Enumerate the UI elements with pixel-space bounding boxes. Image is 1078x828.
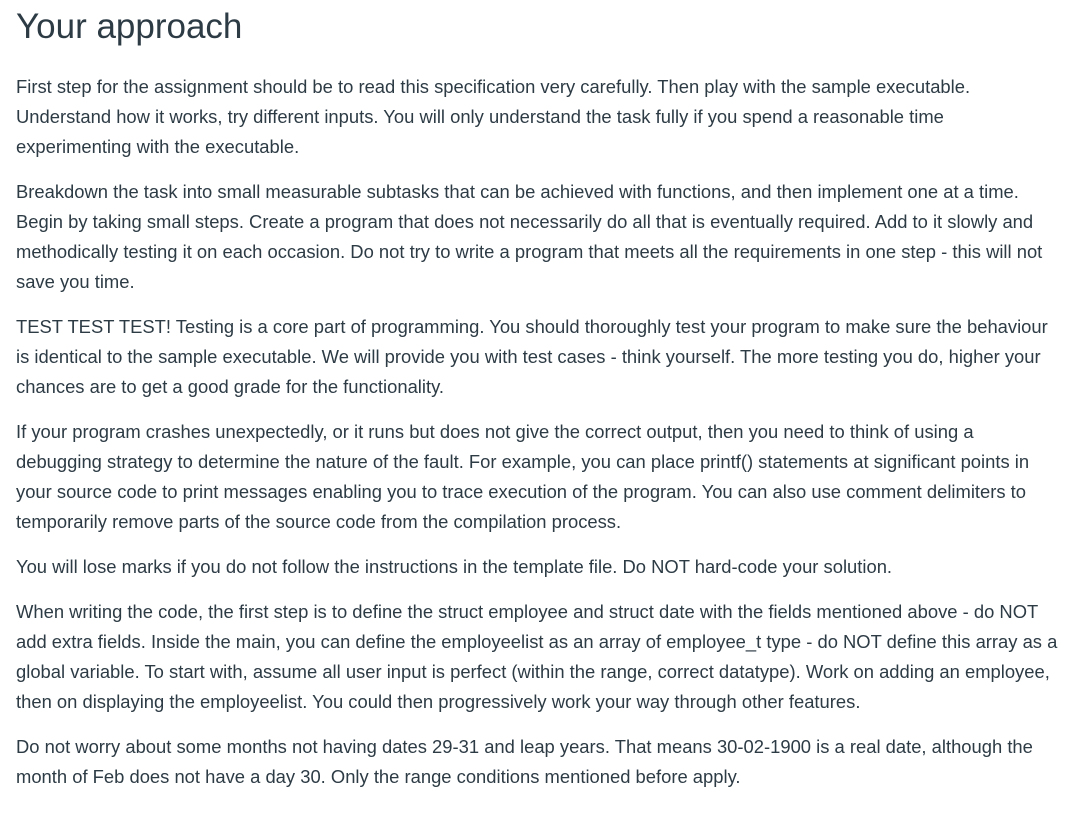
paragraph-dates: Do not worry about some months not having dates 29-31 and leap years. That means 30-02-1900 is a real date, although the month of Feb does not have a day 30. Only the range conditions mentioned before apply.	[16, 736, 1033, 787]
paragraph-first-step: First step for the assignment should be to read this specification very carefully. Then play with the sample executable. Understand how it works, try different inputs. You will only understand the task fully if you spend a reasonable time experimenting with the executable.	[16, 76, 971, 157]
paragraph-list	[16, 72, 1062, 792]
paragraph-writing-code: When writing the code, the first step is to define the struct employee and struct date with the fields mentioned above - do NOT add extra fields. Inside the main, you can define the employeelist as an array of employee_t type - do NOT define this array as a global variable. To start with, assume all user input is perfect (within the range, correct datatype). Work on adding an employee, then on displaying the employeelist. You could then progressively work your way through other features.	[16, 601, 1058, 712]
paragraph-debugging: If your program crashes unexpectedly, or it runs but does not give the correct output, then you need to think of using a debugging strategy to determine the nature of the fault. For example, you can place printf() statements at significant points in your source code to print messages enabling you to trace execution of the program. You can also use comment delimiters to temporarily remove parts of the source code from the compilation process.	[16, 421, 1030, 532]
page-heading: Your approach	[16, 7, 243, 46]
paragraph-marks: You will lose marks if you do not follow the instructions in the template file. Do NOT hard-code your solution.	[16, 556, 893, 577]
paragraph-testing: TEST TEST TEST! Testing is a core part of programming. You should thoroughly test your program to make sure the behaviour is identical to the sample executable. We will provide you with test cases - think yourself. The more testing you do, higher your chances are to get a good grade for the functionality.	[16, 316, 1048, 397]
paragraph-breakdown: Breakdown the task into small measurable subtasks that can be achieved with functions, and then implement one at a time. Begin by taking small steps. Create a program that does not necessarily do all that is eventually required. Add to it slowly and methodically testing it on each occasion. Do not try to write a program that meets all the requirements in one step - this will not save you time.	[16, 181, 1043, 292]
